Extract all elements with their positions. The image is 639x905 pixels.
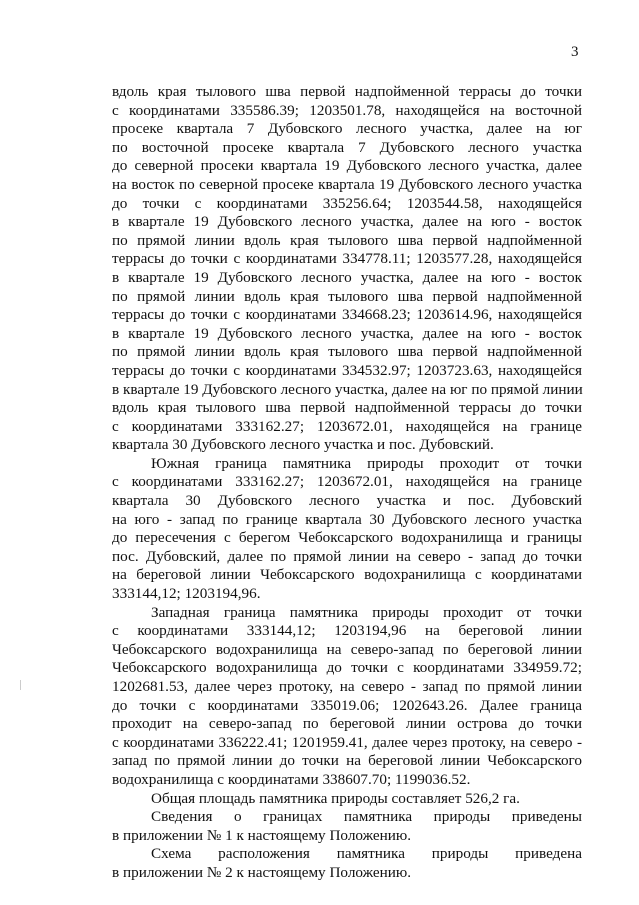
- text-line: просеке квартала 7 Дубовского лесного участка, далее на юг: [112, 120, 582, 138]
- page-number: 3: [571, 44, 579, 60]
- text-line: до пересечения с берегом Чебоксарского водохранилища и границы: [112, 529, 582, 547]
- text-line: в квартале 19 Дубовского лесного участка, далее на юго - восток: [112, 324, 582, 342]
- text-line: квартала 30 Дубовского лесного участка и пос. Дубовский: [112, 492, 582, 510]
- text-line: в квартале 19 Дубовского лесного участка, далее на юг по прямой линии: [112, 380, 583, 398]
- text-line: с координатами 333162.27; 1203672.01, находящейся на границе: [112, 417, 582, 435]
- text-line: 333144,12; 1203194,96.: [112, 585, 261, 603]
- text-line: пос. Дубовский, далее по прямой линии на северо - запад до точки: [112, 547, 582, 565]
- text-line: террасы до точки с координатами 334532.97; 1203723.63, находящейся: [112, 361, 582, 379]
- margin-mark: [20, 680, 21, 690]
- text-line: вдоль края тылового шва первой надпойменной террасы до точки: [112, 83, 582, 100]
- text-line: в приложении № 2 к настоящему Положению.: [112, 863, 412, 881]
- text-line: по восточной просеке квартала 7 Дубовского лесного участка: [112, 138, 582, 156]
- text-line: на юго - запад по границе квартала 30 Дубовского лесного участка: [112, 510, 582, 528]
- text-line: с координатами 333144,12; 1203194,96 на береговой линии: [112, 622, 582, 640]
- paragraph-first-line: Схема расположения памятника природы приведена: [151, 845, 582, 863]
- text-line: вдоль края тылового шва первой надпойменной террасы до точки: [112, 399, 582, 417]
- text-line: по прямой линии вдоль края тылового шва первой надпойменной: [112, 287, 582, 305]
- text-line: до точки с координатами 335256.64; 1203544.58, находящейся: [112, 194, 582, 212]
- text-line: по прямой линии вдоль края тылового шва первой надпойменной: [112, 231, 582, 249]
- text-line: на береговой линии Чебоксарского водохранилища с координатами: [112, 566, 582, 584]
- text-line: на восток по северной просеке квартала 19 Дубовского лесного участка: [112, 175, 582, 193]
- paragraph-first-line: Южная граница памятника природы проходит от точки: [151, 454, 582, 472]
- text-line: в приложении № 1 к настоящему Положению.: [112, 826, 412, 844]
- paragraph-first-line: Сведения о границах памятника природы приведены: [151, 808, 582, 826]
- paragraph-first-line: Общая площадь памятника природы составляет 526,2 га.: [151, 789, 520, 807]
- text-line: до северной просеки квартала 19 Дубовского лесного участка, далее: [112, 157, 582, 175]
- text-line: с координатами 335586.39; 1203501.78, находящейся на восточной: [112, 101, 582, 119]
- text-line: Чебоксарского водохранилища на северо-запад по береговой линии: [112, 640, 582, 658]
- text-line: террасы до точки с координатами 334668.23; 1203614.96, находящейся: [112, 306, 582, 324]
- text-line: с координатами 333162.27; 1203672.01, находящейся на границе: [112, 473, 582, 491]
- text-line: 1202681.53, далее через протоку, на северо - запад по прямой линии: [112, 678, 582, 695]
- text-line: террасы до точки с координатами 334778.11; 1203577.28, находящейся: [112, 250, 582, 268]
- text-line: с координатами 336222.41; 1201959.41, далее через протоку, на северо -: [112, 733, 582, 751]
- text-line: до точки с координатами 335019.06; 1202643.26. Далее граница: [112, 696, 582, 714]
- text-line: в квартале 19 Дубовского лесного участка, далее на юго - восток: [112, 213, 582, 231]
- text-line: квартала 30 Дубовского лесного участка и пос. Дубовский.: [112, 436, 494, 454]
- text-line: проходит на северо-запад по береговой линии острова до точки: [112, 715, 582, 733]
- paragraph-first-line: Западная граница памятника природы проходит от точки: [151, 603, 582, 621]
- text-line: по прямой линии вдоль края тылового шва первой надпойменной: [112, 343, 582, 361]
- text-line: Чебоксарского водохранилища до точки с координатами 334959.72;: [112, 659, 582, 677]
- text-line: в квартале 19 Дубовского лесного участка, далее на юго - восток: [112, 268, 582, 286]
- text-line: водохранилища с координатами 338607.70; 1199036.52.: [112, 770, 471, 788]
- text-line: запад по прямой линии до точки на береговой линии Чебоксарского: [112, 752, 582, 770]
- document-body: [112, 83, 582, 883]
